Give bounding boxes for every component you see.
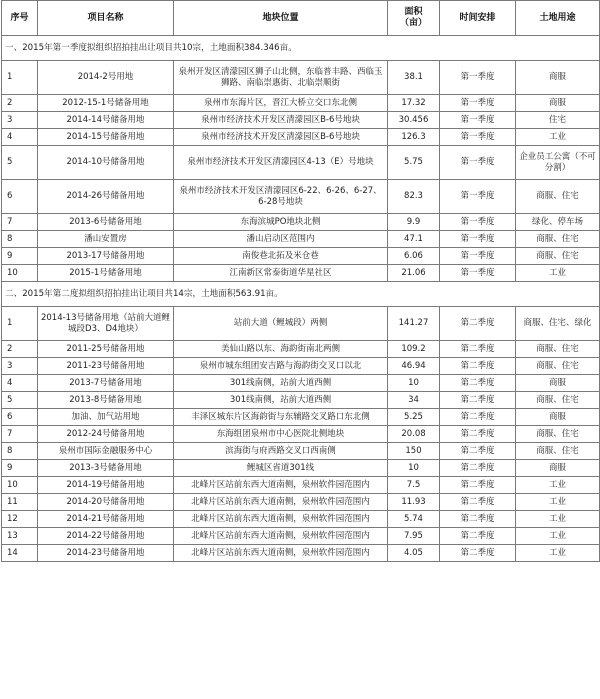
cell-seq: 3 [2, 112, 38, 129]
cell-seq: 13 [2, 528, 38, 545]
cell-use: 工业 [516, 265, 600, 282]
cell-area: 5.75 [388, 146, 440, 180]
header-row [2, 1, 600, 36]
cell-use: 工业 [516, 477, 600, 494]
col-name: 项目名称 [38, 1, 174, 36]
cell-name: 2014-19号储备用地 [38, 477, 174, 494]
cell-location: 北峰片区站前东西大道南侧，泉州软件园范围内 [174, 494, 388, 511]
table-row [2, 426, 600, 443]
cell-seq: 4 [2, 129, 38, 146]
cell-name: 2013-8号储备用地 [38, 392, 174, 409]
cell-seq: 7 [2, 426, 38, 443]
cell-time: 第二季度 [440, 409, 516, 426]
cell-name: 加油、加气站用地 [38, 409, 174, 426]
cell-seq: 10 [2, 265, 38, 282]
cell-use: 商服、住宅 [516, 392, 600, 409]
table-row [2, 341, 600, 358]
cell-location: 泉州市经济技术开发区清濛园区4-13（E）号地块 [174, 146, 388, 180]
cell-area: 5.25 [388, 409, 440, 426]
cell-name: 2014-23号储备用地 [38, 545, 174, 562]
cell-name: 泉州市国际金融服务中心 [38, 443, 174, 460]
cell-name: 潘山安置房 [38, 231, 174, 248]
cell-area: 47.1 [388, 231, 440, 248]
cell-use: 商服 [516, 409, 600, 426]
cell-use: 工业 [516, 545, 600, 562]
cell-location: 丰泽区城东片区海韵街与东辅路交叉路口东北侧 [174, 409, 388, 426]
cell-use: 企业员工公寓（不可分割） [516, 146, 600, 180]
cell-time: 第二季度 [440, 494, 516, 511]
cell-time: 第一季度 [440, 265, 516, 282]
cell-area: 10 [388, 375, 440, 392]
cell-location: 北峰片区站前东西大道南侧，泉州软件园范围内 [174, 528, 388, 545]
table-row [2, 129, 600, 146]
cell-use: 商服 [516, 460, 600, 477]
cell-location: 北峰片区站前东西大道南侧，泉州软件园范围内 [174, 511, 388, 528]
table-row [2, 248, 600, 265]
cell-time: 第二季度 [440, 545, 516, 562]
cell-seq: 1 [2, 61, 38, 95]
cell-location: 滨海街与府西路交叉口西南侧 [174, 443, 388, 460]
cell-location: 泉州开发区清濛园区狮子山北侧，东临普丰路、西临玉狮路、南临崇惠街、北临崇顺街 [174, 61, 388, 95]
cell-name: 2013-3号储备用地 [38, 460, 174, 477]
cell-use: 商服 [516, 95, 600, 112]
col-seq: 序号 [2, 1, 38, 36]
cell-seq: 2 [2, 95, 38, 112]
cell-use: 工业 [516, 511, 600, 528]
cell-location: 泉州市经济技术开发区清濛园区B-6号地块 [174, 129, 388, 146]
cell-name: 2015-1号储备用地 [38, 265, 174, 282]
cell-seq: 3 [2, 358, 38, 375]
cell-seq: 8 [2, 443, 38, 460]
cell-location: 江南新区常泰街道华星社区 [174, 265, 388, 282]
cell-seq: 9 [2, 460, 38, 477]
cell-seq: 4 [2, 375, 38, 392]
cell-seq: 1 [2, 307, 38, 341]
col-time: 时间安排 [440, 1, 516, 36]
cell-location: 东海滨城PO地块北侧 [174, 214, 388, 231]
cell-location: 南俊巷北拓及米仓巷 [174, 248, 388, 265]
cell-name: 2013-6号储备用地 [38, 214, 174, 231]
cell-use: 商服、住宅 [516, 426, 600, 443]
cell-name: 2011-25号储备用地 [38, 341, 174, 358]
cell-location: 北峰片区站前东西大道南侧，泉州软件园范围内 [174, 545, 388, 562]
cell-use: 商服 [516, 61, 600, 95]
cell-time: 第一季度 [440, 112, 516, 129]
cell-time: 第二季度 [440, 307, 516, 341]
cell-time: 第二季度 [440, 358, 516, 375]
table-row [2, 61, 600, 95]
cell-seq: 5 [2, 392, 38, 409]
cell-location: 东海组团泉州市中心医院北侧地块 [174, 426, 388, 443]
table-row [2, 231, 600, 248]
table-row [2, 307, 600, 341]
cell-use: 工业 [516, 528, 600, 545]
cell-use: 绿化、停车场 [516, 214, 600, 231]
table-row [2, 409, 600, 426]
cell-seq: 8 [2, 231, 38, 248]
cell-use: 商服、住宅 [516, 358, 600, 375]
cell-name: 2014-26号储备用地 [38, 180, 174, 214]
cell-use: 工业 [516, 494, 600, 511]
cell-time: 第二季度 [440, 528, 516, 545]
cell-use: 住宅 [516, 112, 600, 129]
cell-area: 11.93 [388, 494, 440, 511]
cell-seq: 6 [2, 409, 38, 426]
section-row [2, 282, 600, 307]
cell-time: 第一季度 [440, 214, 516, 231]
cell-use: 商服 [516, 375, 600, 392]
cell-time: 第一季度 [440, 129, 516, 146]
col-use: 土地用途 [516, 1, 600, 36]
cell-location: 美仙山路以东、海韵街南北两侧 [174, 341, 388, 358]
cell-location: 鲤城区省道301线 [174, 460, 388, 477]
cell-location: 北峰片区站前东西大道南侧，泉州软件园范围内 [174, 477, 388, 494]
cell-area: 34 [388, 392, 440, 409]
cell-location: 301线南侧，站前大道西侧 [174, 392, 388, 409]
table-row [2, 180, 600, 214]
table-row [2, 494, 600, 511]
cell-area: 21.06 [388, 265, 440, 282]
cell-name: 2014-22号储备用地 [38, 528, 174, 545]
cell-seq: 5 [2, 146, 38, 180]
cell-seq: 9 [2, 248, 38, 265]
cell-use: 商服、住宅 [516, 341, 600, 358]
cell-time: 第二季度 [440, 477, 516, 494]
cell-seq: 12 [2, 511, 38, 528]
land-table [1, 0, 600, 562]
table-row [2, 214, 600, 231]
cell-time: 第二季度 [440, 392, 516, 409]
cell-location: 泉州市经济技术开发区清濛园区B-6号地块 [174, 112, 388, 129]
section-row [2, 36, 600, 61]
table-row [2, 146, 600, 180]
table-row [2, 477, 600, 494]
cell-time: 第二季度 [440, 460, 516, 477]
cell-time: 第二季度 [440, 426, 516, 443]
table-row [2, 545, 600, 562]
cell-area: 150 [388, 443, 440, 460]
table-row [2, 443, 600, 460]
section-title: 一、2015年第一季度拟组织招拍挂出让项目共10宗，土地面积384.346亩。 [2, 36, 600, 61]
cell-seq: 2 [2, 341, 38, 358]
cell-name: 2014-13号储备用地（站前大道鲤城段D3、D4地块） [38, 307, 174, 341]
cell-area: 38.1 [388, 61, 440, 95]
cell-use: 商服、住宅 [516, 180, 600, 214]
cell-seq: 7 [2, 214, 38, 231]
col-location: 地块位置 [174, 1, 388, 36]
cell-name: 2011-23号储备用地 [38, 358, 174, 375]
cell-name: 2014-15号储备用地 [38, 129, 174, 146]
cell-name: 2012-24号储备用地 [38, 426, 174, 443]
cell-time: 第二季度 [440, 443, 516, 460]
cell-time: 第一季度 [440, 61, 516, 95]
cell-use: 商服、住宅 [516, 231, 600, 248]
cell-area: 7.5 [388, 477, 440, 494]
table-row [2, 375, 600, 392]
section-title: 二、2015年第二度拟组织招拍挂出让项目共14宗，土地面积563.91亩。 [2, 282, 600, 307]
cell-area: 46.94 [388, 358, 440, 375]
cell-area: 109.2 [388, 341, 440, 358]
cell-time: 第二季度 [440, 341, 516, 358]
col-area: 面积 （亩） [388, 1, 440, 36]
cell-name: 2014-10号储备用地 [38, 146, 174, 180]
cell-use: 工业 [516, 129, 600, 146]
cell-area: 141.27 [388, 307, 440, 341]
cell-area: 9.9 [388, 214, 440, 231]
cell-area: 82.3 [388, 180, 440, 214]
cell-name: 2014-2号用地 [38, 61, 174, 95]
cell-location: 泉州市经济技术开发区清濛园区6-22、6-26、6-27、6-28号地块 [174, 180, 388, 214]
cell-time: 第一季度 [440, 248, 516, 265]
cell-name: 2014-20号储备用地 [38, 494, 174, 511]
cell-area: 7.95 [388, 528, 440, 545]
cell-seq: 14 [2, 545, 38, 562]
cell-location: 泉州市城东组团安吉路与海韵街交叉口以北 [174, 358, 388, 375]
cell-location: 潘山启动区范围内 [174, 231, 388, 248]
cell-area: 20.08 [388, 426, 440, 443]
table-row [2, 460, 600, 477]
cell-name: 2013-7号储备用地 [38, 375, 174, 392]
table-row [2, 528, 600, 545]
cell-area: 5.74 [388, 511, 440, 528]
cell-area: 6.06 [388, 248, 440, 265]
cell-name: 2012-15-1号储备用地 [38, 95, 174, 112]
cell-name: 2014-21号储备用地 [38, 511, 174, 528]
cell-area: 126.3 [388, 129, 440, 146]
table-row [2, 511, 600, 528]
cell-seq: 6 [2, 180, 38, 214]
cell-name: 2013-17号储备用地 [38, 248, 174, 265]
table-row [2, 112, 600, 129]
cell-location: 泉州市东海片区，晋江大桥立交口东北侧 [174, 95, 388, 112]
cell-seq: 10 [2, 477, 38, 494]
cell-time: 第一季度 [440, 146, 516, 180]
table-row [2, 95, 600, 112]
cell-time: 第一季度 [440, 180, 516, 214]
cell-location: 301线南侧，站前大道西侧 [174, 375, 388, 392]
cell-time: 第二季度 [440, 375, 516, 392]
table-row [2, 392, 600, 409]
cell-area: 4.05 [388, 545, 440, 562]
cell-use: 商服、住宅 [516, 248, 600, 265]
cell-time: 第一季度 [440, 95, 516, 112]
cell-area: 30.456 [388, 112, 440, 129]
cell-use: 商服、住宅 [516, 443, 600, 460]
cell-location: 站前大道（鲤城段）两侧 [174, 307, 388, 341]
table-row [2, 358, 600, 375]
cell-area: 17.32 [388, 95, 440, 112]
cell-seq: 11 [2, 494, 38, 511]
cell-name: 2014-14号储备用地 [38, 112, 174, 129]
cell-area: 10 [388, 460, 440, 477]
cell-time: 第一季度 [440, 231, 516, 248]
cell-use: 商服、住宅、绿化 [516, 307, 600, 341]
table-row [2, 265, 600, 282]
cell-time: 第二季度 [440, 511, 516, 528]
